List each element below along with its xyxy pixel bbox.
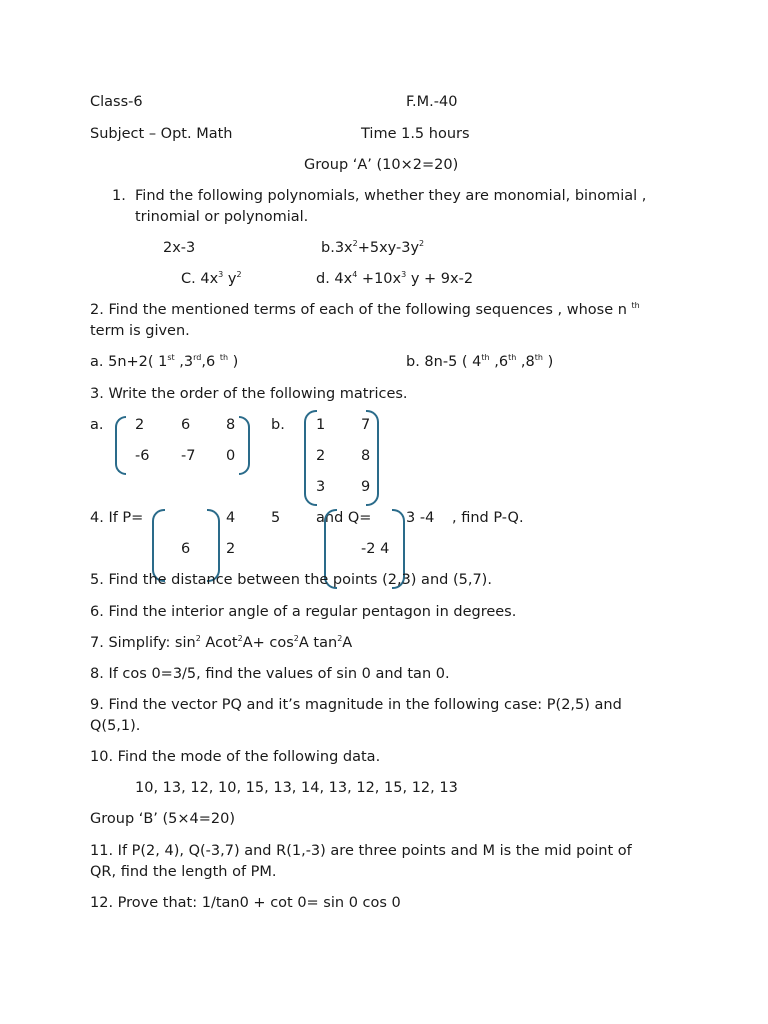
matrix-a-cell: -7 [181, 448, 196, 464]
q3-text: 3. Write the order of the following matrices. [90, 386, 408, 402]
q2-text-line2: term is given. [90, 323, 190, 339]
matrix-q-row: -2 4 [361, 541, 390, 557]
matrix-a-cell: 0 [226, 448, 236, 464]
matrix-b-cell: 1 [316, 417, 326, 433]
q3-matrix-a-label: a. [90, 417, 104, 433]
q3-matrix-b-label: b. [271, 417, 285, 433]
q1-number: 1. [112, 188, 126, 204]
q4-and-q: and Q= [316, 510, 372, 526]
q9-text-line1: 9. Find the vector PQ and it’s magnitude in the following case: P(2,5) and [90, 697, 622, 713]
q1-text-line1: Find the following polynomials, whether they are monomial, binomial , [135, 188, 647, 204]
group-a-title: Group ‘A’ (10×2=20) [304, 157, 459, 173]
q6-text: 6. Find the interior angle of a regular pentagon in degrees. [90, 604, 517, 620]
time-label: Time 1.5 hours [361, 126, 470, 142]
matrix-b-cell: 8 [361, 448, 371, 464]
q4-if-p: 4. If P= [90, 510, 144, 526]
q1-option-c: C. $4x^3$ $y^2$ [181, 270, 242, 287]
q2-option-a: a. 5n+2( 1st ,3rd,6 $^{th}$ ) [90, 353, 239, 370]
matrix-p-cell: 2 [226, 541, 236, 557]
full-marks: F.M.-40 [406, 94, 458, 110]
matrix-a-left-bracket [115, 416, 126, 475]
matrix-q-row: 3 -4 [406, 510, 435, 526]
q2-text-line1: 2. Find the mentioned terms of each of the following sequences , whose n $^{th}$ [90, 301, 640, 318]
q11-text-line2: QR, find the length of PM. [90, 864, 277, 880]
q9-text-line2: Q(5,1). [90, 718, 141, 734]
q4-stray-value: 5 [271, 510, 281, 526]
q7-text: 7. Simplify: $\sin^2 Acot^2A+ \cos^2A$ $\tan^2A$ [90, 634, 353, 651]
q11-text-line1: 11. If P(2, 4), Q(-3,7) and R(1,-3) are three points and M is the mid point of [90, 843, 632, 859]
q1-option-d: d. $4x^4 +10x^3$ y + 9x-2 [316, 270, 474, 287]
q12-text: 12. Prove that: 1/tan0 + cot 0= sin 0 cos 0 [90, 895, 401, 911]
matrix-b-cell: 7 [361, 417, 371, 433]
subject-label: Subject – Opt. Math [90, 126, 233, 142]
q1-text-line2: trinomial or polynomial. [135, 209, 309, 225]
matrix-a-cell: 2 [135, 417, 145, 433]
matrix-a-right-bracket [239, 416, 250, 475]
matrix-b-cell: 2 [316, 448, 326, 464]
q8-text: 8. If cos 0=3/5, find the values of sin 0 and tan 0. [90, 666, 450, 682]
q10-data: 10, 13, 12, 10, 15, 13, 14, 13, 12, 15, 12, 13 [135, 780, 458, 796]
class-label: Class-6 [90, 94, 143, 110]
matrix-a-cell: 8 [226, 417, 236, 433]
q1-option-b: $b.3x^2+5xy-3y^2$ [321, 239, 425, 256]
group-b-title: Group ‘B’ (5×4=20) [90, 811, 236, 827]
matrix-p-cell: 4 [226, 510, 236, 526]
q4-find: , find P-Q. [452, 510, 524, 526]
q5-text: 5. Find the distance between the points (2,3) and (5,7). [90, 572, 492, 588]
q2-option-b: b. 8n-5 ( 4th ,6th ,8th ) [406, 353, 554, 370]
matrix-a-cell: 6 [181, 417, 191, 433]
q10-text: 10. Find the mode of the following data. [90, 749, 381, 765]
matrix-a-cell: -6 [135, 448, 150, 464]
matrix-b-cell: 9 [361, 479, 371, 495]
matrix-b-cell: 3 [316, 479, 326, 495]
q1-option-a: 2x-3 [163, 240, 196, 256]
matrix-p-cell: 6 [181, 541, 191, 557]
